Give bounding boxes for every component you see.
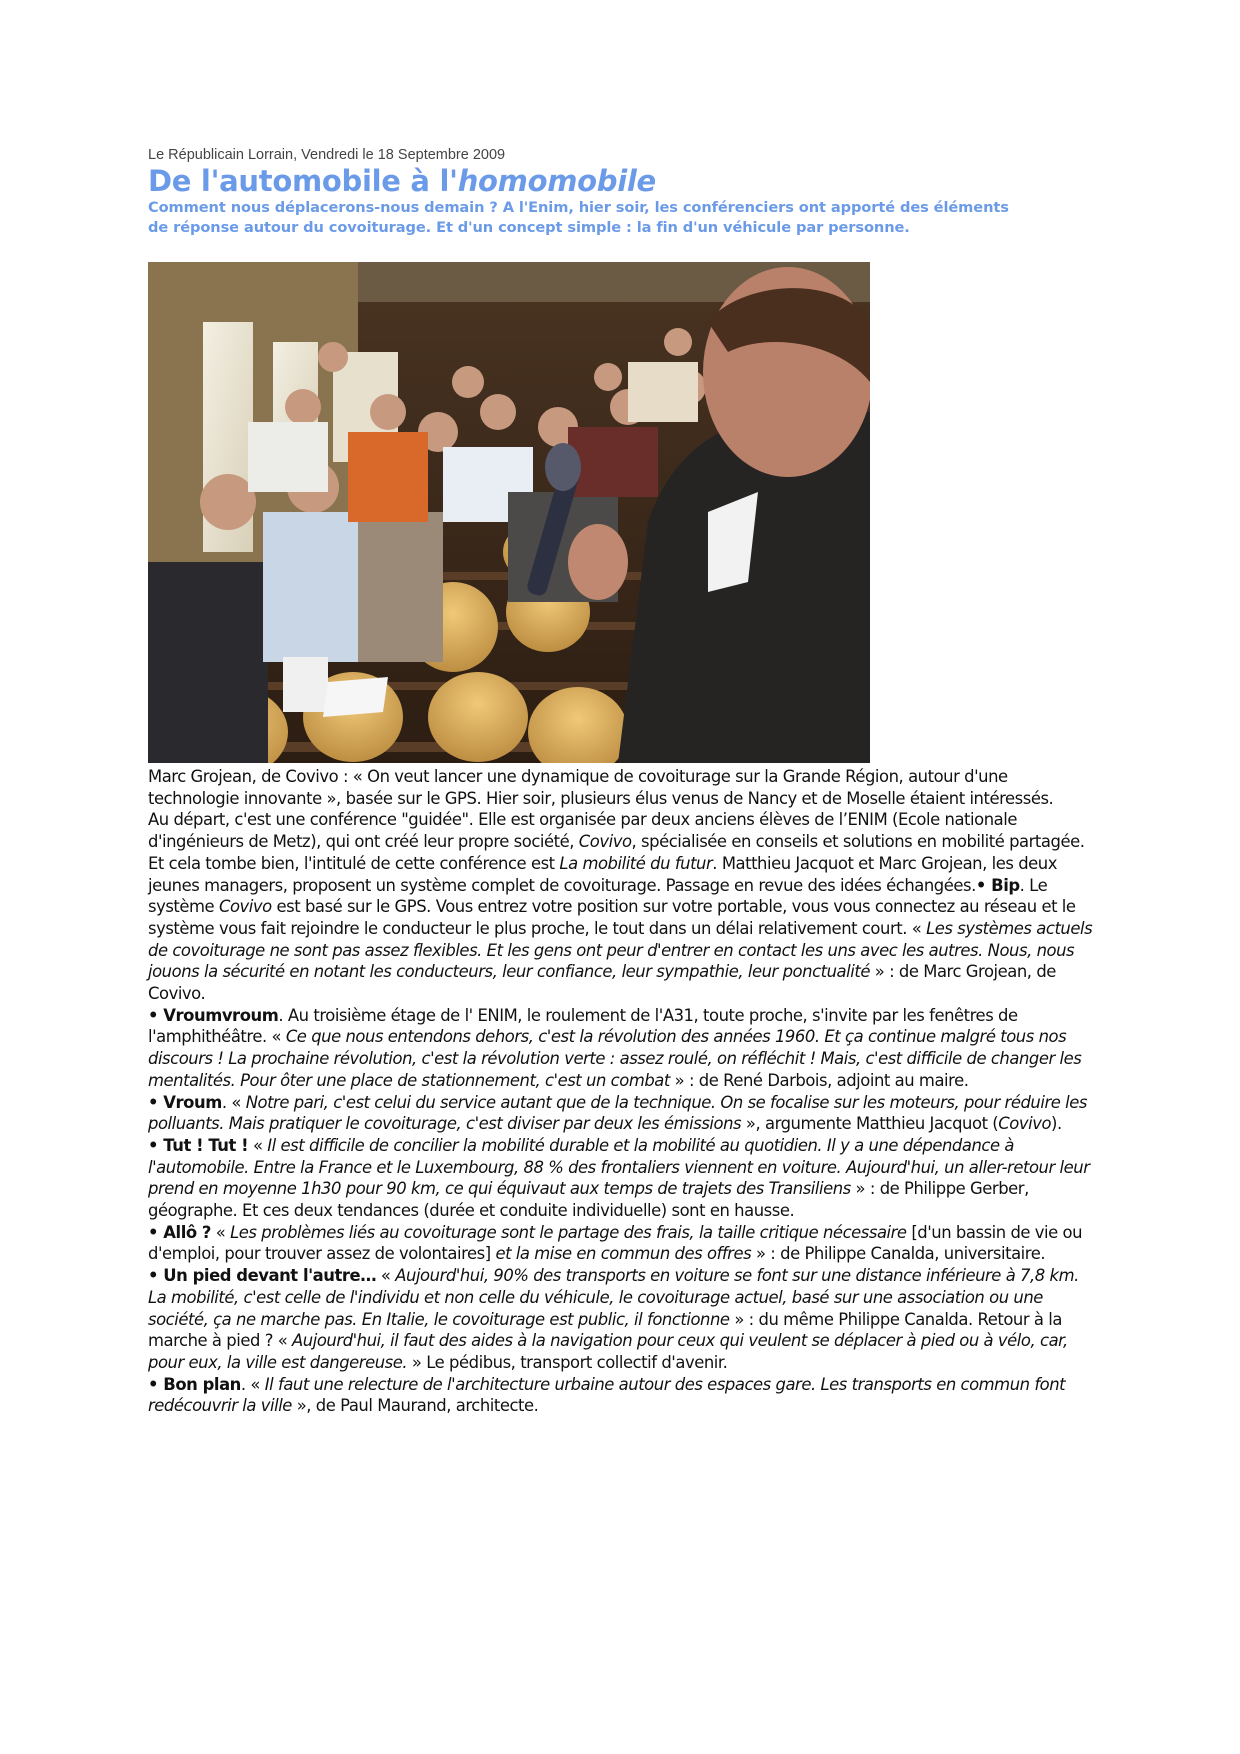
section-title: Allô ? xyxy=(163,1222,211,1242)
section-quote: Il est difficile de concilier la mobilité durable et la mobilité au quotidien. Il y a une dépendance à l'automobile. Entre la France et le Luxembourg, 88 % des frontaliers viennent en voiture. Aujourd'hui, un aller-retour leur prend en moyenne 1h30 pour 90 km, ce qui équivaut aux temps de trajets des Transiliens xyxy=(148,1135,1090,1199)
section-italic: Covivo xyxy=(218,897,272,917)
section-quote: et la mise en commun des offres xyxy=(495,1244,752,1264)
section-text: » : de René Darbois, adjoint au maire. xyxy=(669,1070,969,1090)
article-photo xyxy=(148,262,870,763)
section-text: » : de Philippe Canalda, universitaire. xyxy=(751,1244,1046,1264)
section-text: . Au troisième étage de l' ENIM, le roulement de l'A31, toute proche, s'invite par les fenêtres de l'amphithéâtre. « xyxy=(148,1005,1018,1047)
section-title: Tut ! Tut ! xyxy=(163,1135,249,1155)
section-vroum xyxy=(148,1092,1098,1135)
section-bon-plan xyxy=(148,1374,1098,1417)
section-text: . « xyxy=(221,1092,246,1112)
section-text: est basé sur le GPS. Vous entrez votre position sur votre portable, vous vous connectez au réseau et le système vous fait rejoindre le conducteur le plus proche, le tout dans un délai relativement court. « xyxy=(148,897,1076,938)
section-text: . Le système xyxy=(148,875,1048,917)
section-text: » Le pédibus, transport collectif d'avenir. xyxy=(407,1352,728,1372)
section-text: », de Paul Maurand, architecte. xyxy=(291,1396,539,1416)
article-page xyxy=(148,146,1098,1416)
bullet-icon: • xyxy=(148,1374,159,1394)
section-text: ). xyxy=(1051,1114,1062,1134)
article-body xyxy=(148,766,1098,1417)
section-heading xyxy=(148,1093,222,1112)
section-vroumvroum xyxy=(148,1005,1098,1092)
section-text: « xyxy=(211,1222,231,1242)
section-bip xyxy=(976,876,1020,895)
section-quote: Notre pari, c'est celui du service autant que de la technique. On se focalise sur les moteurs, pour réduire les polluants. Mais pratiquer le covoiturage, c'est diviser par deux les émissions xyxy=(148,1092,1087,1134)
section-quote: Les systèmes actuels de covoiturage ne sont pas assez flexibles. Et les gens ont peur d'entrer en contact les uns avec les autres. Nous, nous jouons la sécurité en notant les conducteurs, leur confiance, leur sympathie, leur ponctualité xyxy=(148,918,1093,982)
section-title: Bip xyxy=(991,875,1020,895)
headline xyxy=(148,164,1098,198)
section-allo xyxy=(148,1222,1098,1265)
section-heading xyxy=(148,1136,248,1155)
bullet-icon: • xyxy=(148,1135,159,1155)
bullet-icon: • xyxy=(975,875,986,895)
bullet-icon: • xyxy=(148,1005,159,1025)
section-text: [d'un bassin de vie ou d'emploi, pour trouver assez de volontaires] xyxy=(148,1222,1083,1264)
section-tut-tut xyxy=(148,1135,1098,1222)
section-quote: Aujourd'hui, il faut des aides à la navigation pour ceux qui veulent se déplacer à pied ou à vélo, car, pour eux, la ville est dangereuse. xyxy=(148,1331,1068,1372)
section-heading xyxy=(148,1375,241,1394)
standfirst xyxy=(148,198,1098,238)
intro-italic: Covivo xyxy=(578,832,632,852)
headline-plain: De l'automobile à l' xyxy=(148,164,458,198)
intro-text: , spécialisée en conseils et solutions en mobilité partagée. Et cela tombe bien, l'intitulé de cette conférence est xyxy=(148,832,1085,873)
section-heading xyxy=(148,1223,211,1242)
photo-illustration xyxy=(148,262,870,763)
section-title: Vroumvroum xyxy=(163,1005,279,1025)
intro-italic: La mobilité du futur xyxy=(559,853,713,873)
bullet-icon: • xyxy=(148,1222,159,1242)
intro-paragraph xyxy=(148,809,1098,1004)
section-un-pied xyxy=(148,1265,1098,1374)
section-title: Bon plan xyxy=(163,1374,241,1394)
section-text: » : du même Philippe Canalda. Retour à la marche à pied ? « xyxy=(148,1309,1062,1351)
section-quote: Aujourd'hui, 90% des transports en voiture se font sur une distance inférieure à 7,8 km. La mobilité, c'est celle de l'individu et non celle du véhicule, le covoiturage actuel, basé sur une association ou une société, ça ne marche pas. En Italie, le covoiturage est public, il fonctionne xyxy=(148,1266,1079,1329)
section-quote: Il faut une relecture de l'architecture urbaine autour des espaces gare. Les transports en commun font redécouvrir la ville xyxy=(148,1374,1066,1416)
standfirst-line-1: Comment nous déplacerons-nous demain ? A l'Enim, hier soir, les conférenciers ont apporté des éléments xyxy=(148,199,1009,216)
section-title: Vroum xyxy=(163,1092,222,1112)
headline-italic: homomobile xyxy=(457,164,656,198)
standfirst-line-2: de réponse autour du covoiturage. Et d'un concept simple : la fin d'un véhicule par personne. xyxy=(148,219,910,236)
photo-caption: Marc Grojean, de Covivo : « On veut lancer une dynamique de covoiturage sur la Grande Région, autour d'une technologie innovante », basée sur le GPS. Hier soir, plusieurs élus venus de Nancy et de Moselle étaient intéressés. xyxy=(148,767,1054,808)
bullet-icon: • xyxy=(148,1092,159,1112)
section-text: » : de Marc Grojean, de Covivo. xyxy=(148,962,1056,1004)
section-italic: Covivo xyxy=(998,1114,1052,1134)
section-text: « xyxy=(376,1266,396,1286)
intro-text: Au départ, c'est une conférence "guidée". Elle est organisée par deux anciens élèves de l’ENIM (Ecole nationale d'ingénieurs de Metz), qui ont créé leur propre société, xyxy=(148,810,1017,852)
intro-text: . Matthieu Jacquot et Marc Grojean, les deux jeunes managers, proposent un système complet de covoiturage. Passage en revue des idées échangées. xyxy=(148,853,1057,895)
bullet-icon: • xyxy=(148,1266,159,1286)
section-text: » : de Philippe Gerber, géographe. Et ces deux tendances (durée et conduite individuelle) sont en hausse. xyxy=(148,1179,1029,1221)
section-text: . « xyxy=(240,1374,265,1394)
section-quote: Ce que nous entendons dehors, c'est la révolution des années 1960. Et ça continue malgré tous nos discours ! La prochaine révolution, c'est la révolution verte : assez roulé, on réfléchit ! Mais, c'est difficile de changer les mentalités. Pour ôter une place de stationnement, c'est un combat xyxy=(148,1027,1082,1090)
section-heading xyxy=(148,1006,278,1025)
section-text: », argumente Matthieu Jacquot ( xyxy=(741,1114,999,1134)
section-heading xyxy=(148,1266,376,1285)
source-line: Le Républicain Lorrain, Vendredi le 18 Septembre 2009 xyxy=(148,147,506,163)
section-title: Un pied devant l'autre… xyxy=(163,1266,377,1286)
section-text: « xyxy=(248,1135,268,1155)
section-quote: Les problèmes liés au covoiturage sont le partage des frais, la taille critique nécessaire xyxy=(230,1222,907,1242)
